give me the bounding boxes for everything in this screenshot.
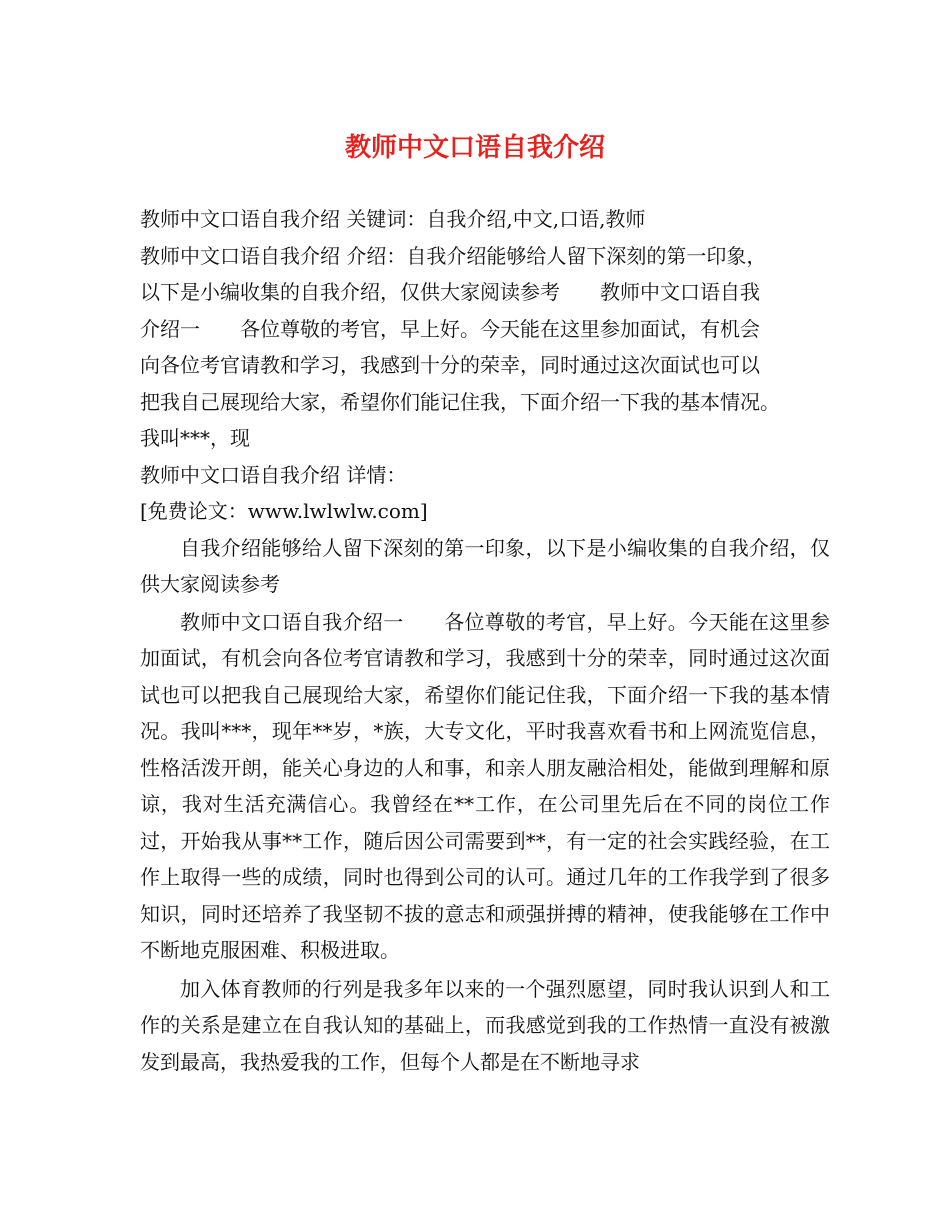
intro-line: 向各位考官请教和学习，我感到十分的荣幸，同时通过这次面试也可以 bbox=[140, 353, 760, 377]
intro-line: 教师中文口语自我介绍 介绍：自我介绍能够给人留下深刻的第一印象， bbox=[140, 243, 767, 268]
body-paragraph: 加入体育教师的行列是我多年以来的一个强烈愿望，同时我认识到人和工作的关系是建立在自我认知的基础上，而我感觉到我的工作热情一直没有被激发到最高，我热爱我的工作，但每个人都是在不断地寻求 bbox=[140, 976, 830, 1074]
intro-line: 把我自己展现给大家，希望你们能记住我，下面介绍一下我的基本情况。 bbox=[140, 389, 780, 414]
details-heading: 教师中文口语自我介绍 详情： bbox=[140, 462, 407, 487]
keywords-line: 教师中文口语自我介绍 关键词：自我介绍,中文,口语,教师 bbox=[140, 207, 646, 231]
intro-line: 以下是小编收集的自我介绍，仅供大家阅读参考 教师中文口语自我 bbox=[140, 280, 760, 304]
source-note: [免费论文：www.lwlwlw.com] bbox=[140, 499, 428, 523]
intro-line: 我叫***，现 bbox=[140, 426, 250, 450]
body-paragraph: 自我介绍能够给人留下深刻的第一印象，以下是小编收集的自我介绍，仅供大家阅读参考 bbox=[140, 535, 830, 596]
document-body bbox=[140, 201, 830, 1081]
intro-line: 介绍一 各位尊敬的考官，早上好。今天能在这里参加面试，有机会 bbox=[140, 316, 760, 341]
body-paragraph: 教师中文口语自我介绍一 各位尊敬的考官，早上好。今天能在这里参加面试，有机会向各位考官请教和学习，我感到十分的荣幸，同时通过这次面试也可以把我自己展现给大家，希望你们能记住我，下面介绍一下我的基本情况。我叫***，现年**岁，*族，大专文化，平时我喜欢看书和上网流览信息，性格活泼开朗，能关心身边的人和事，和亲人朋友融洽相处，能做到理解和原谅，我对生活充满信心。我曾经在**工作，在公司里先后在不同的岗位工作过，开始我从事**工作，随后因公司需要到**，有一定的社会实践经验，在工作上取得一些的成绩，同时也得到公司的认可。通过几年的工作我学到了很多知识，同时还培养了我坚韧不拔的意志和顽强拼搏的精神，使我能够在工作中不断地克服困难、积极进取。 bbox=[140, 609, 830, 962]
document-title: 教师中文口语自我介绍 bbox=[344, 133, 605, 163]
